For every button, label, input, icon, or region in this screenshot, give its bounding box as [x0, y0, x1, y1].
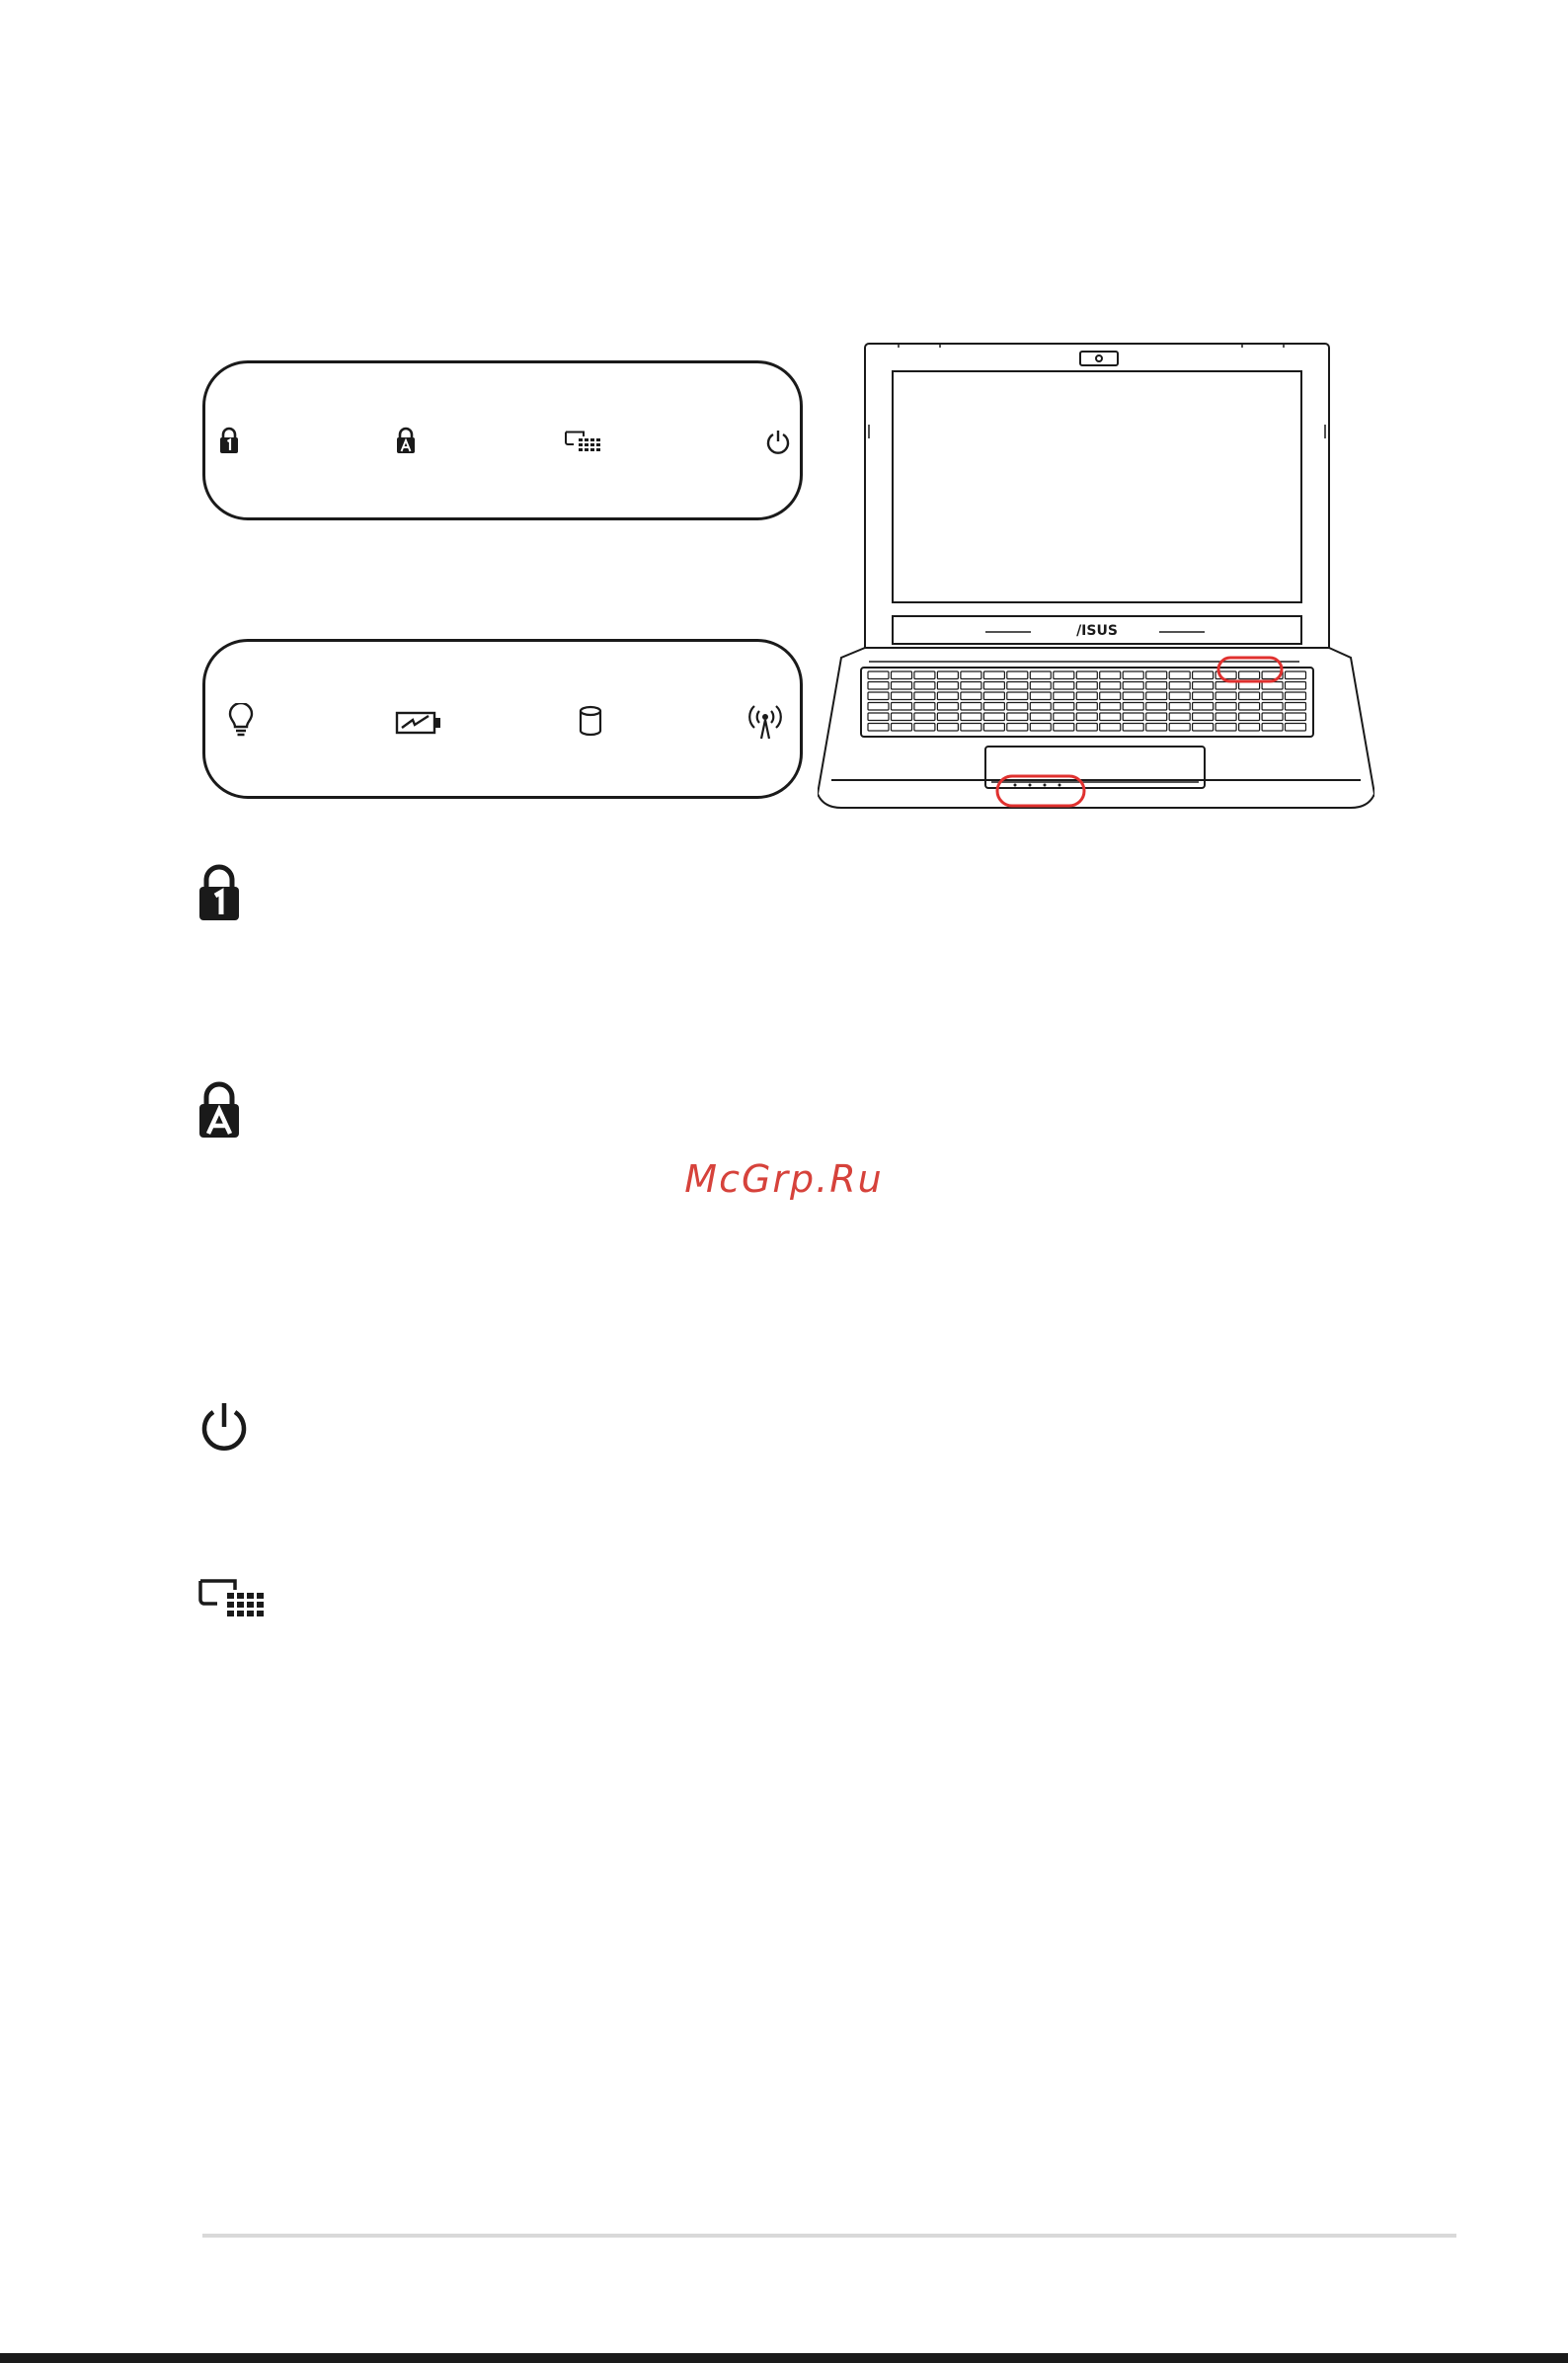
keyboard-key — [1146, 682, 1167, 690]
keyboard-key — [1169, 692, 1190, 700]
keyboard-key — [1146, 713, 1167, 721]
keyboard-as-pointer-icon — [564, 431, 601, 452]
keyboard-key — [1286, 671, 1306, 679]
caps-lock-icon — [197, 1080, 241, 1140]
keyboard-key — [1076, 713, 1097, 721]
keyboard-key — [1123, 682, 1143, 690]
keyboard-key — [868, 713, 889, 721]
indicator-panel-top — [202, 360, 803, 520]
keyboard-key — [1193, 671, 1214, 679]
keyboard-key — [892, 692, 912, 700]
indicator-panel-bottom — [202, 639, 803, 799]
page-bottom-edge — [0, 2353, 1568, 2363]
keyboard-key — [1076, 671, 1097, 679]
keyboard-key — [1007, 703, 1028, 711]
keyboard-key — [1076, 724, 1097, 732]
keyboard-key — [1054, 692, 1074, 700]
keyboard-key — [983, 682, 1004, 690]
keyboard-key — [1030, 671, 1051, 679]
laptop-illustration — [818, 340, 1374, 820]
keyboard-key — [1215, 692, 1236, 700]
keyboard-key — [961, 671, 981, 679]
keyboard-key — [892, 724, 912, 732]
keyboard-key — [1054, 703, 1074, 711]
keyboard-key — [914, 692, 935, 700]
keyboard-key — [892, 703, 912, 711]
keyboard-key — [1239, 724, 1260, 732]
keyboard-key — [1215, 703, 1236, 711]
keyboard-key — [1169, 724, 1190, 732]
keyboard-key — [1193, 692, 1214, 700]
keyboard-key — [868, 671, 889, 679]
keyboard-key — [1215, 713, 1236, 721]
keyboard-key — [961, 724, 981, 732]
keyboard-key — [1193, 682, 1214, 690]
keyboard-key — [1123, 692, 1143, 700]
keyboard-key — [892, 671, 912, 679]
keyboard-key — [1100, 713, 1121, 721]
keyboard-key — [1169, 703, 1190, 711]
keyboard-key — [937, 682, 958, 690]
keyboard-key — [1286, 713, 1306, 721]
keyboard-key — [1146, 703, 1167, 711]
keyboard-key — [983, 671, 1004, 679]
keyboard-key — [1054, 682, 1074, 690]
keyboard-key — [1262, 682, 1283, 690]
keyboard-key — [1239, 703, 1260, 711]
keyboard-key — [1239, 692, 1260, 700]
keyboard-key — [937, 724, 958, 732]
keyboard-as-pointer-icon — [197, 1578, 269, 1619]
keyboard-key — [961, 713, 981, 721]
keyboard-key — [1286, 692, 1306, 700]
keyboard-key — [937, 692, 958, 700]
keyboard-key — [1123, 713, 1143, 721]
keyboard-key — [1030, 713, 1051, 721]
keyboard-key — [1123, 724, 1143, 732]
keyboard-key — [937, 671, 958, 679]
keyboard-key — [1007, 692, 1028, 700]
keyboard-key — [1286, 682, 1306, 690]
keyboard-key — [914, 682, 935, 690]
keyboard-key — [868, 703, 889, 711]
keyboard-key — [1123, 671, 1143, 679]
keyboard-key — [961, 692, 981, 700]
keyboard-key — [892, 713, 912, 721]
keyboard-key — [1100, 703, 1121, 711]
keyboard-key — [983, 724, 1004, 732]
keyboard-key — [1286, 724, 1306, 732]
keyboard-key — [983, 713, 1004, 721]
keyboard-key — [961, 703, 981, 711]
keyboard-key — [1007, 682, 1028, 690]
keyboard-key — [1169, 713, 1190, 721]
keyboard-key — [914, 671, 935, 679]
keyboard-key — [1054, 713, 1074, 721]
keyboard-key — [1146, 692, 1167, 700]
keyboard-key — [1030, 692, 1051, 700]
keyboard-key — [1030, 703, 1051, 711]
keyboard-key — [1076, 703, 1097, 711]
keyboard-key — [983, 692, 1004, 700]
keyboard-key — [1146, 724, 1167, 732]
keyboard-key — [1262, 692, 1283, 700]
keyboard-key — [1193, 724, 1214, 732]
keyboard-key — [1100, 682, 1121, 690]
keyboard-key — [937, 703, 958, 711]
keyboard-key — [1262, 724, 1283, 732]
power-icon — [765, 429, 791, 454]
keyboard-key — [1169, 671, 1190, 679]
keyboard-key — [1262, 713, 1283, 721]
keyboard-key — [1007, 713, 1028, 721]
battery-charge-icon — [395, 711, 442, 735]
keyboard-key — [868, 692, 889, 700]
keyboard-key — [868, 724, 889, 732]
keyboard-key — [983, 703, 1004, 711]
keyboard-key — [1100, 692, 1121, 700]
keyboard-key — [1169, 682, 1190, 690]
num-lock-icon — [219, 427, 239, 454]
power-icon — [197, 1400, 251, 1454]
keyboard-key — [1239, 713, 1260, 721]
keyboard-key — [914, 703, 935, 711]
keyboard-key — [1076, 682, 1097, 690]
watermark: McGrp.Ru — [684, 1157, 884, 1201]
keyboard-key — [1286, 703, 1306, 711]
keyboard-key — [1215, 682, 1236, 690]
keyboard-key — [1030, 724, 1051, 732]
keyboard-key — [1239, 682, 1260, 690]
keyboard-key — [1054, 671, 1074, 679]
keyboard-key — [1193, 703, 1214, 711]
keyboard-key — [1030, 682, 1051, 690]
bulb-icon — [226, 703, 256, 739]
keyboard-key — [1123, 703, 1143, 711]
keyboard-key — [1007, 724, 1028, 732]
drive-activity-icon — [578, 705, 603, 737]
keyboard-key — [1146, 671, 1167, 679]
keyboard-key — [1100, 724, 1121, 732]
brand-logo: /ISUS — [1076, 623, 1118, 639]
keyboard-key — [1215, 724, 1236, 732]
keyboard-key — [1239, 671, 1260, 679]
keyboard-key — [1262, 703, 1283, 711]
keyboard-key — [1076, 692, 1097, 700]
keyboard-key — [914, 724, 935, 732]
keyboard-key — [868, 682, 889, 690]
keyboard-key — [914, 713, 935, 721]
footer-rule — [202, 2234, 1456, 2238]
keyboard-key — [961, 682, 981, 690]
num-lock-icon — [197, 863, 241, 922]
keyboard-key — [1100, 671, 1121, 679]
keyboard-key — [1007, 671, 1028, 679]
keyboard-key — [1054, 724, 1074, 732]
keyboard-key — [1193, 713, 1214, 721]
caps-lock-icon — [396, 427, 416, 454]
wireless-icon — [746, 703, 784, 741]
keyboard-key — [892, 682, 912, 690]
keyboard-key — [937, 713, 958, 721]
